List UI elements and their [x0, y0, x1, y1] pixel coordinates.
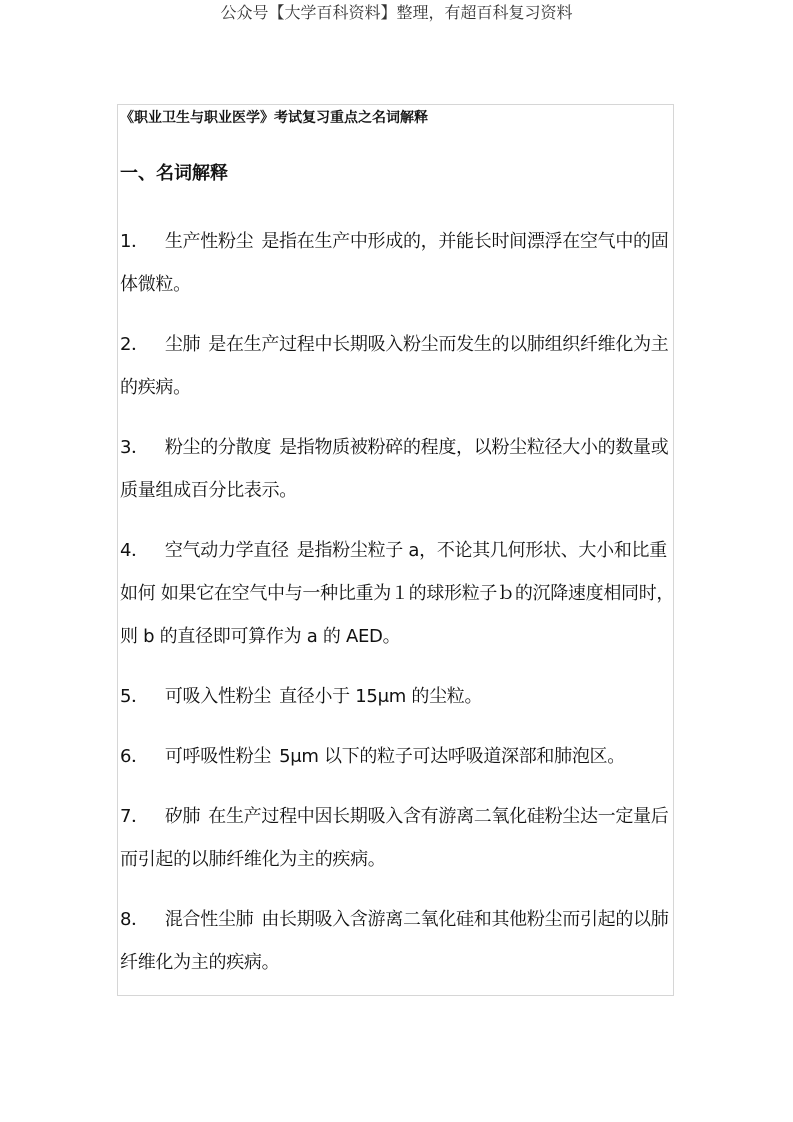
definition: 是指在生产中形成的，并能长时间漂浮在空气中的固体微粒。: [120, 231, 669, 295]
item-number: 7．: [120, 806, 149, 827]
term-item-7: [120, 795, 675, 881]
content-frame: [117, 104, 674, 996]
item-number: 3．: [120, 437, 149, 458]
definition: 在生产过程中因长期吸入含有游离二氧化硅粉尘达一定量后而引起的以肺纤维化为主的疾病。: [120, 806, 669, 870]
term-item-4: [120, 529, 675, 658]
item-number: 1．: [120, 231, 149, 252]
term: 尘肺: [164, 334, 201, 355]
term: 可呼吸性粉尘: [164, 746, 272, 767]
item-number: 4．: [120, 540, 149, 561]
item-number: 5．: [120, 686, 149, 707]
term-item-3: [120, 426, 675, 512]
item-number: 6．: [120, 746, 149, 767]
item-number: 8．: [120, 909, 149, 930]
page-header: 公众号【大学百科资料】整理，有超百科复习资料: [220, 3, 573, 22]
definition: 是指粉尘粒子 a，不论其几何形状、大小和比重如何 如果它在空气中与一种比重为１的球形粒子ｂ的沉降速度相同时，则 b 的直径即可算作为 a 的 AED。: [120, 540, 675, 647]
definition: 由长期吸入含游离二氧化硅和其他粉尘而引起的以肺纤维化为主的疾病。: [120, 909, 669, 973]
term: 生产性粉尘: [164, 231, 254, 252]
term-item-1: [120, 220, 675, 306]
definition: 5μm 以下的粒子可达呼吸道深部和肺泡区。: [279, 746, 625, 767]
term: 混合性尘肺: [164, 909, 254, 930]
document-title: 《职业卫生与职业医学》考试复习重点之名词解释: [120, 110, 428, 126]
term-item-6: [120, 735, 675, 778]
term: 矽肺: [164, 806, 201, 827]
term-item-8: [120, 898, 675, 984]
term-item-5: [120, 675, 675, 718]
term: 空气动力学直径: [164, 540, 289, 561]
term: 可吸入性粉尘: [164, 686, 272, 707]
item-number: 2．: [120, 334, 149, 355]
term-list: [120, 220, 675, 1001]
section-heading: 一、名词解释: [120, 163, 228, 184]
term: 粉尘的分散度: [164, 437, 272, 458]
definition: 是在生产过程中长期吸入粉尘而发生的以肺组织纤维化为主的疾病。: [120, 334, 669, 398]
term-item-2: [120, 323, 675, 409]
definition: 直径小于 15μm 的尘粒。: [279, 686, 483, 707]
definition: 是指物质被粉碎的程度，以粉尘粒径大小的数量或质量组成百分比表示。: [120, 437, 669, 501]
